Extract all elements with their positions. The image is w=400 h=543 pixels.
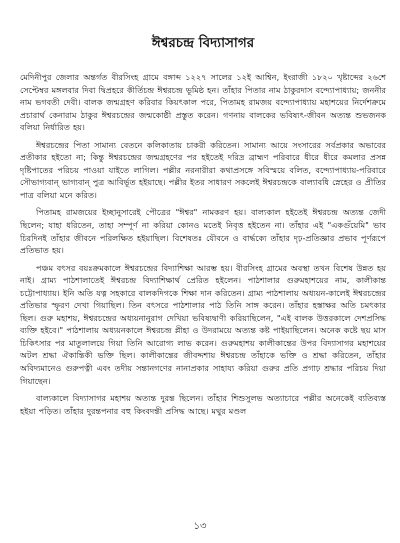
paragraph-2: ঈশ্বরচন্দ্রের পিতা সামান্য বেতনে কলিকাতায় চাকরী করিতেন। সামান্য আয়ে সংসারের সর্বপ্রকার অভাবের প্রতীকার হইতো না; কিন্তু ঈশ্বরচন্দ্রের জন্মগ্রহণের পর হইতেই দরিদ্র ব্রাহ্মণ পরিবারে ধীরে ধীরে কমলার প্রসন্ন দৃষ্টিপাতের পরিচয় পাওয়া যাইতে লাগিল। পল্লীর নরনারীরা কথাপ্রসঙ্গে সবিস্ময়ে বলিত, বন্দ্যোপাধ্যায়-পরিবারে সৌভাগ্যবান্ ভাগ্যবান্ পুত্র আবির্ভূত হইয়াছে। পল্লীর ইতর সাধারণ সকলেই ঈশ্বরচন্দ্রকে বাল্যাবধি স্নেহের ও প্রীতির পাত্র বলিয়া মনে করিত।	[20, 139, 386, 200]
chapter-title: ঈশ্বরচন্দ্র বিদ্যাসাগর	[151, 35, 255, 51]
paragraph-4: পঞ্চম বৎসর বয়ঃক্রমকালে ঈশ্বরচন্দ্রের বিদ্যাশিক্ষা আরম্ভ হয়। বীরসিংহ গ্রামের অবস্থা তখন বিশেষ উন্নত হয় নাই। গ্রাম্য পাঠশালাতেই ঈশ্বরচন্দ্র বিদ্যাশিক্ষার্থ প্রেরিত হইলেন। পাঠশালার গুরুমহাশয়ের নাম, কালীকান্ত চট্টোপাধ্যায়। ইনি অতি যত্ন সহকারে বালকদিগকে শিক্ষা দান করিতেন। গ্রাম্য পাঠশালায় অধ্যয়ন-কালেই ঈশ্বরচন্দ্রের প্রতিভার স্ফূরণ দেখা গিয়াছিল। তিন বৎসরে পাঠশালার পাঠ তিনি সাঙ্গ করেন। তাঁহার হস্তাক্ষর অতি চমৎকার ছিল। গুরু মহাশয়, ঈশ্বরচন্দ্রের অধ্যয়নানুরাগ দেখিয়া ভবিষ্যদ্বাণী করিয়াছিলেন, "এই বালক উত্তরকালে দেশপ্রসিদ্ধ ব্যক্তি হইবে।" পাঠশালায় অধ্যয়নকালে ঈশ্বরচন্দ্র প্লীহা ও উদরাময়ে অত্যন্ত কষ্ট পাইয়াছিলেন। অনেক কষ্টে ছয় মাস চিকিৎসার পর মাতুলালয়ে গিয়া তিনি আরোগ্য লাভ করেন। গুরুমহাশয় কালীকান্তের উপর বিদ্যাসাগর মহাশয়ের অটল শ্রদ্ধা ঐকান্তিকী ভক্তি ছিল। কালীকান্তের জীবদ্দশায় ঈশ্বরচন্দ্র তাঁহাকে ভক্তি ও শ্রদ্ধা করিতেন, তাঁহার অবিদ্যমানেও গুরুপত্নী এবং তদীয় সন্তানগণের নানাপ্রকার সাহায্য করিয়া গুরুর প্রতি প্রগাঢ় শ্রদ্ধার পরিচয় দিয়া গিয়াছেন।	[20, 262, 386, 386]
page-number: ১৩	[193, 521, 207, 532]
paragraph-5: বাল্যকালে বিদ্যাসাগর মহাশয় অত্যন্ত দুরন্ত ছিলেন। তাঁহার শিশুসুলভ অত্যাচারে পল্লীর অনেকেই ব্যতিব্যস্ত হইয়া পড়িত। তাঁহার দুরন্তপনার বহু কিংবদন্তী প্রসিদ্ধ আছে। মথুর মণ্ডল	[20, 393, 386, 416]
paragraph-3: পিতামহ রামজয়ের ইচ্ছানুসারেই পৌত্রের "ঈশ্বর" নামকরণ হয়। বাল্যকাল হইতেই ঈশ্বরচন্দ্র অত্যন্ত জেদী ছিলেন; যাহা ধরিতেন, তাহা সম্পূর্ণ না করিয়া কোনও মতেই নিবৃত্ত হইতেন না। তাঁহার এই "একগুঁয়েমি" ভাব চিরদিনই তাঁহার জীবনে পরিলক্ষিত হইয়াছিল। বিশেষতঃ যৌবনে ও বার্দ্ধক্যে তাঁহার দৃঢ়-প্রতিজ্ঞার প্রভাব পূর্ণরূপে প্রতিভাত হয়।	[20, 207, 386, 256]
paragraph-1: মেদিনীপুর জেলার অন্তর্গত বীরসিংহ গ্রামে বঙ্গাব্দ ১২২৭ সালের ১২ই আশ্বিন, ইংরাজী ১৮২০ খৃষ্টাব্দের ২৬শে সেপ্টেম্বর মঙ্গলবার দিবা দ্বিপ্রহরে কীর্তিচন্দ্র ঈশ্বরচন্দ্র ভূমিষ্ঠ হন। তাঁহার পিতার নাম ঠাকুরদাস বন্দ্যোপাধ্যায়; জননীর নাম ভগবতী দেবী। বালক জন্মগ্রহণ করিবার কিয়ৎকাল পরে, পিতামহ রামজয় বন্দ্যোপাধ্যায় মহাশয়ের নির্দেশক্রমে প্রচারার্থ কেনারাম ঠাকুর ঈশ্বরচন্দ্রের জন্মকোষ্ঠী প্রস্তুত করেন। গণনায় বালকের ভবিষ্যৎ-জীবন অত্যন্ত শুভজনক বলিয়া নির্ধারিত হয়।	[20, 72, 386, 133]
